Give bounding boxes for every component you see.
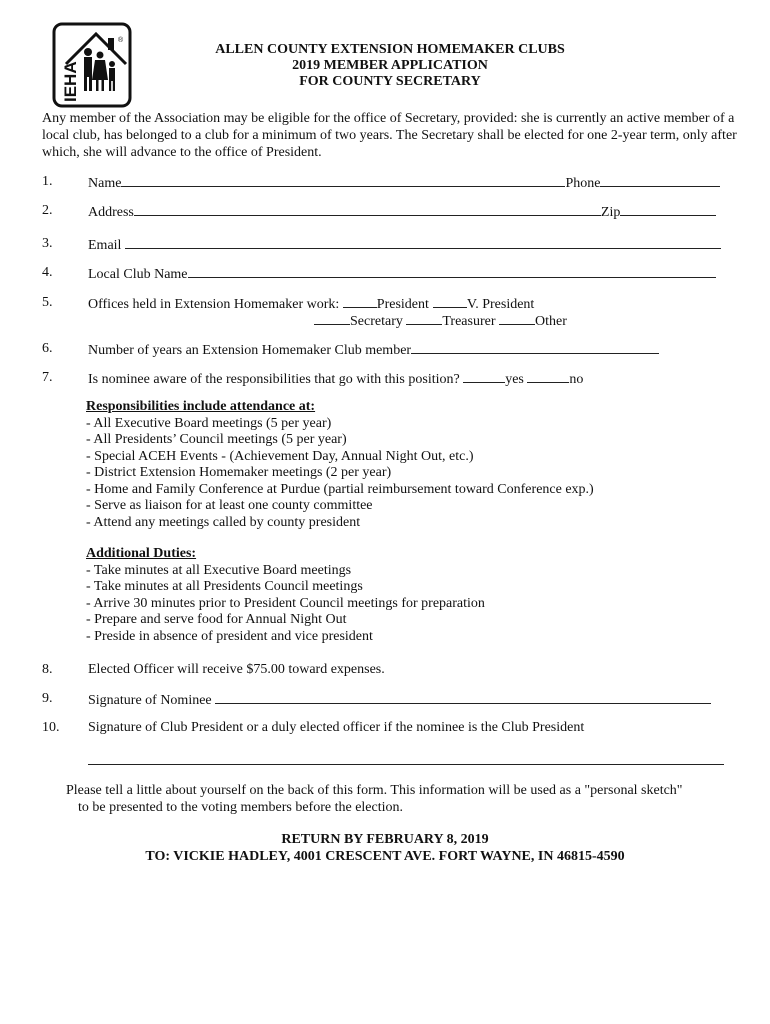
responsibilities-section xyxy=(86,399,594,531)
years-field[interactable] xyxy=(411,340,659,354)
president-signature-field[interactable] xyxy=(88,764,724,765)
duties-section xyxy=(86,546,485,645)
list-item: - District Extension Homemaker meetings (2 per year) xyxy=(86,465,392,480)
return-address: TO: VICKIE HADLEY, 4001 CRESCENT AVE. FORT WAYNE, IN 46815-4590 xyxy=(145,849,625,864)
treasurer-blank[interactable] xyxy=(406,311,442,325)
title-line-1: ALLEN COUNTY EXTENSION HOMEMAKER CLUBS xyxy=(215,42,565,57)
address-field[interactable] xyxy=(134,202,601,216)
item-number: 4. xyxy=(42,265,53,280)
title-line-2: 2019 MEMBER APPLICATION xyxy=(292,58,488,73)
list-item: - Prepare and serve food for Annual Night Out xyxy=(86,612,347,627)
registered-mark: ® xyxy=(118,37,124,44)
document-title xyxy=(160,42,620,90)
email-label: Email xyxy=(88,238,122,253)
president-signature-label: Signature of Club President or a duly elected officer if the nominee is the Club President xyxy=(88,720,585,735)
item-number: 9. xyxy=(42,691,53,706)
secretary-blank[interactable] xyxy=(314,311,350,325)
item-number: 5. xyxy=(42,295,53,310)
office-secretary: Secretary xyxy=(350,314,403,329)
office-vpresident: V. President xyxy=(466,297,535,312)
list-item: - All Executive Board meetings (5 per year) xyxy=(86,415,332,431)
eligibility-paragraph: Any member of the Association may be eligible for the office of Secretary, provided: she is currently an active member of a local club, has belonged to a club for a minimum of two years. The Secretary shall be elected for one 2-year term, only after which, she will advance to the office of President. xyxy=(42,111,737,160)
list-item: - Take minutes at all Presidents Council meetings xyxy=(86,579,363,594)
item-number: 8. xyxy=(42,662,53,677)
phone-field[interactable] xyxy=(600,173,720,187)
phone-label: Phone xyxy=(565,176,601,191)
responsibilities-heading: Responsibilities include attendance at: xyxy=(86,399,316,414)
zip-field[interactable] xyxy=(620,202,716,216)
logo-text: IEHA xyxy=(61,61,80,102)
note-line-2: to be presented to the voting members before the election. xyxy=(78,800,404,815)
list-item: - Attend any meetings called by county president xyxy=(86,514,361,530)
no-label: no xyxy=(569,372,584,387)
item-number: 3. xyxy=(42,236,53,251)
president-blank[interactable] xyxy=(343,294,377,308)
list-item: - Home and Family Conference at Purdue (partial reimbursement toward Conference exp.) xyxy=(86,481,594,497)
nominee-signature-label: Signature of Nominee xyxy=(88,693,212,708)
local-club-field[interactable] xyxy=(188,264,716,278)
nominee-signature-field[interactable] xyxy=(215,690,711,704)
email-field[interactable] xyxy=(125,235,721,249)
ieha-logo xyxy=(52,22,132,108)
title-line-3: FOR COUNTY SECRETARY xyxy=(299,74,481,89)
other-blank[interactable] xyxy=(499,311,535,325)
aware-label: Is nominee aware of the responsibilities that go with this position? xyxy=(88,372,460,387)
local-club-label: Local Club Name xyxy=(88,267,188,282)
years-label: Number of years an Extension Homemaker Club member xyxy=(88,343,412,358)
name-field[interactable] xyxy=(121,173,565,187)
note-line-1: Please tell a little about yourself on the back of this form. This information will be used as a "personal sketch" xyxy=(66,783,683,798)
office-treasurer: Treasurer xyxy=(442,314,496,329)
item-number: 1. xyxy=(42,174,53,189)
list-item: - Arrive 30 minutes prior to President Council meetings for preparation xyxy=(86,595,485,611)
expenses-text: Elected Officer will receive $75.00 toward expenses. xyxy=(88,662,385,677)
item-number: 10. xyxy=(42,720,60,735)
list-item: - Take minutes at all Executive Board meetings xyxy=(86,562,352,578)
personal-sketch-note xyxy=(66,782,746,816)
list-item: - All Presidents’ Council meetings (5 per year) xyxy=(86,432,347,447)
office-other: Other xyxy=(535,314,567,329)
yes-label: yes xyxy=(505,372,524,387)
name-label: Name xyxy=(88,176,122,191)
office-president: President xyxy=(376,297,429,312)
list-item: - Serve as liaison for at least one county committee xyxy=(86,498,373,513)
no-blank[interactable] xyxy=(527,369,569,383)
list-item: - Special ACEH Events - (Achievement Day, Annual Night Out, etc.) xyxy=(86,448,474,464)
vpresident-blank[interactable] xyxy=(433,294,467,308)
return-deadline: RETURN BY FEBRUARY 8, 2019 xyxy=(281,832,489,847)
item-number: 7. xyxy=(42,370,53,385)
zip-label: Zip xyxy=(600,205,621,220)
address-label: Address xyxy=(88,205,134,220)
offices-label: Offices held in Extension Homemaker work: xyxy=(88,297,340,312)
yes-blank[interactable] xyxy=(463,369,505,383)
item-number: 2. xyxy=(42,203,53,218)
duties-heading: Additional Duties: xyxy=(86,546,197,561)
list-item: - Preside in absence of president and vice president xyxy=(86,628,373,644)
item-number: 6. xyxy=(42,341,53,356)
